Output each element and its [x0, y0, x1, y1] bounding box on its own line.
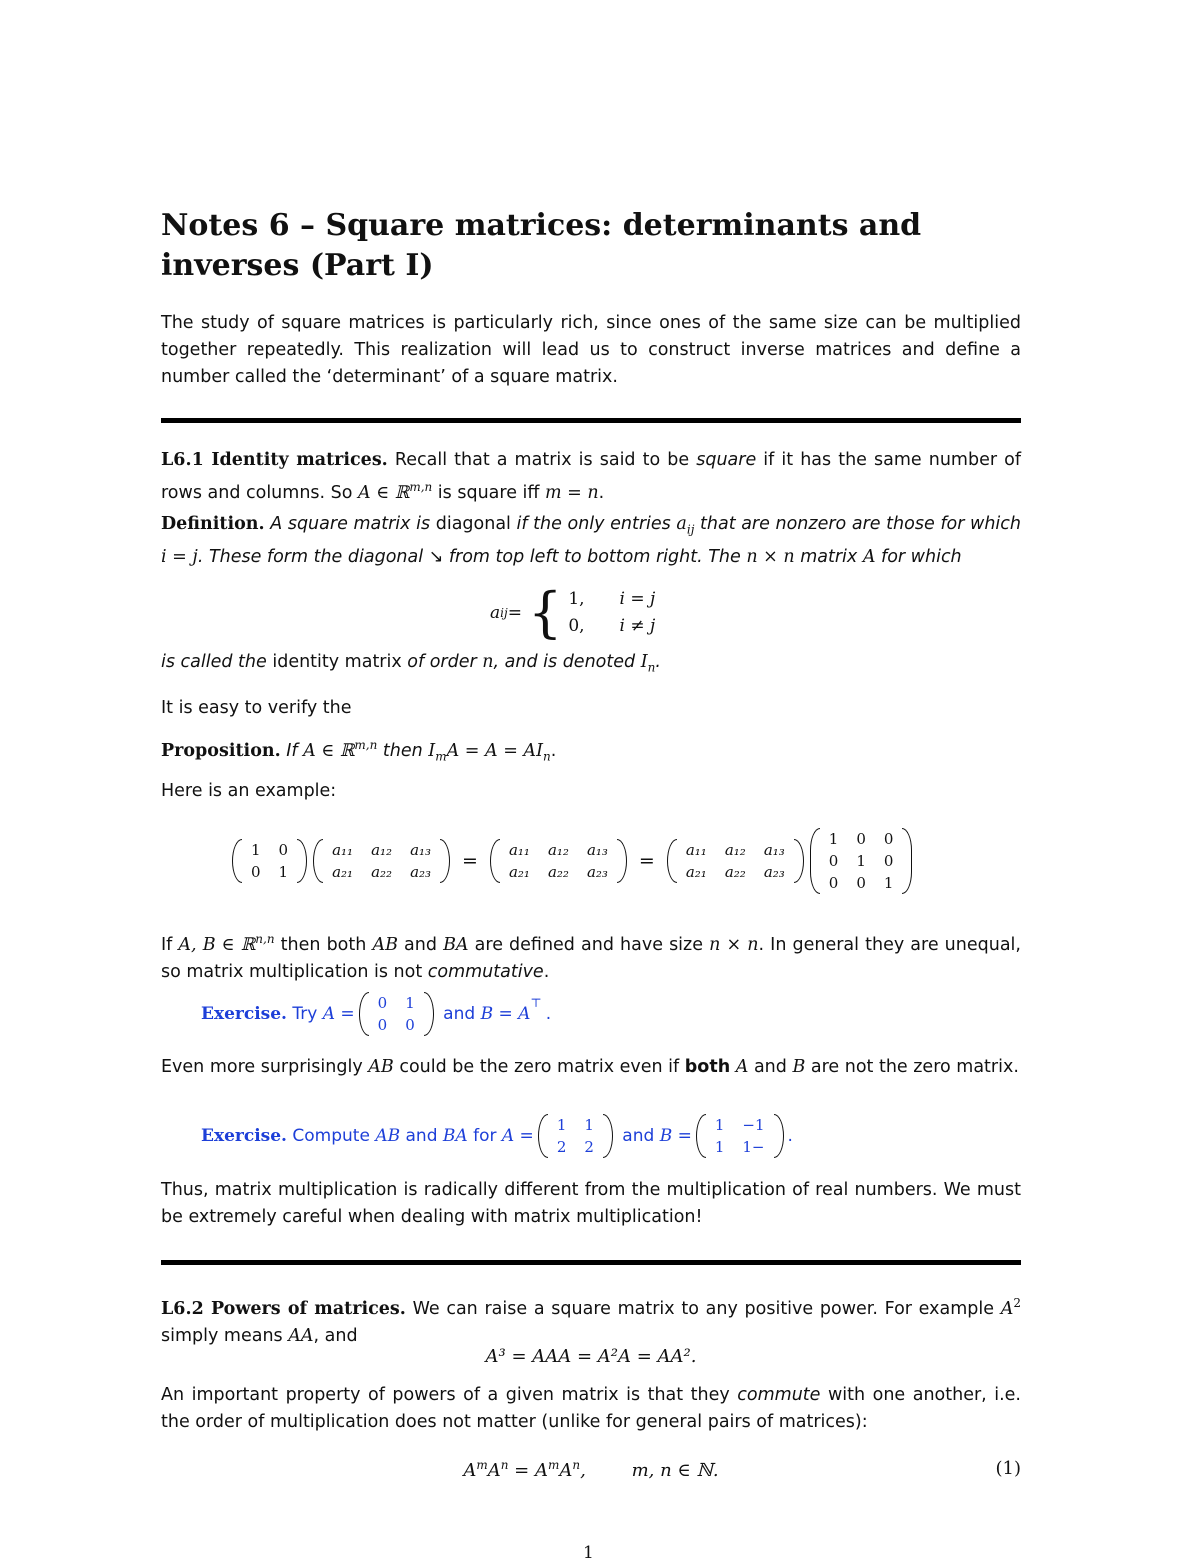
- matrix-entry: a₂₂: [547, 863, 569, 881]
- right-paren: [297, 839, 307, 883]
- identity-intro-paragraph: [161, 447, 1021, 507]
- math: A: [463, 1460, 477, 1481]
- term-commute: commute: [737, 1385, 821, 1405]
- proposition-label: Proposition.: [161, 740, 281, 761]
- text: Try: [286, 1004, 323, 1024]
- math: A ∈ ℝ: [303, 740, 355, 761]
- matrix-entries: [500, 839, 617, 883]
- matrix-entry: a₁₃: [763, 841, 785, 859]
- math: n: [572, 1458, 581, 1472]
- math: BA: [442, 1126, 468, 1146]
- text: , and is denoted: [493, 652, 641, 672]
- right-paren: [603, 1114, 613, 1158]
- math: A: [1000, 1298, 1014, 1319]
- matrix-entry: a₁₃: [410, 841, 432, 859]
- math: AA: [288, 1325, 314, 1346]
- matrix-entry: 1: [556, 1116, 567, 1134]
- math: A =: [322, 1004, 355, 1024]
- matrix-a-2x3: [313, 839, 450, 883]
- math: m = n: [545, 482, 599, 503]
- text: We can raise a square matrix to any positive power. For example: [405, 1298, 1001, 1319]
- math: B =: [659, 1126, 692, 1146]
- matrix-entry: a₂₃: [410, 863, 432, 881]
- matrix-entry: 1: [405, 994, 415, 1012]
- case-value: 1,: [568, 589, 585, 609]
- matrix-entry: a₁₁: [332, 841, 354, 859]
- text: and: [437, 1004, 481, 1024]
- matrix-entry: 1: [714, 1138, 725, 1156]
- math: m,n: [409, 480, 433, 494]
- text: could be the zero matrix even if: [393, 1057, 685, 1077]
- math: A: [735, 1057, 749, 1077]
- matrix-entry: 0: [856, 830, 866, 848]
- left-paren: [359, 992, 369, 1036]
- section-heading-identity: L6.1 Identity matrices.: [161, 450, 388, 470]
- math: ⊤: [530, 996, 542, 1010]
- matrix-entry: a₂₂: [724, 863, 746, 881]
- math: I: [640, 652, 648, 672]
- definition-label: Definition.: [161, 514, 265, 534]
- exercise-2: [201, 1108, 793, 1164]
- text: .: [550, 740, 557, 761]
- exercise-label: Exercise.: [201, 1126, 287, 1146]
- powers-intro-paragraph: [161, 1290, 1021, 1350]
- math: A: [559, 1460, 573, 1481]
- math: AB: [368, 1057, 394, 1077]
- math: A: [862, 546, 876, 567]
- section-divider: [161, 1260, 1021, 1265]
- matrix-entries: [242, 839, 297, 883]
- matrix-entry: a₁₁: [685, 841, 707, 859]
- math: m: [476, 1458, 488, 1472]
- page-number: 1: [583, 1543, 594, 1563]
- math: a: [490, 603, 501, 623]
- left-paren: [667, 839, 677, 883]
- text: If: [161, 934, 179, 955]
- math: n: [647, 660, 656, 675]
- left-brace: {: [527, 581, 563, 644]
- section-heading-powers: L6.2 Powers of matrices.: [161, 1298, 406, 1319]
- proposition-paragraph: [161, 732, 1021, 770]
- text: A square matrix is: [264, 514, 436, 534]
- term-commutative: commutative: [427, 961, 544, 982]
- exercise-2-matrix-a: [538, 1114, 613, 1158]
- text: and: [397, 934, 444, 955]
- left-paren: [313, 839, 323, 883]
- left-paren: [232, 839, 242, 883]
- matrix-entry: 0: [251, 863, 261, 881]
- example-intro-text: Here is an example:: [161, 781, 337, 801]
- section-divider: [161, 418, 1021, 423]
- text: for which: [875, 546, 962, 567]
- text: is called the: [161, 652, 273, 672]
- matrix-entry: a₂₁: [508, 863, 530, 881]
- math: m: [547, 1458, 560, 1472]
- cube-equation: A³ = AAA = A²A = AA².: [485, 1346, 697, 1367]
- matrix-entry: 0: [828, 852, 839, 870]
- math: A =: [501, 1126, 534, 1146]
- math: n,n: [255, 932, 275, 946]
- text: with one another, i.e. the order of multiplication does not matter (unlike for general pairs of matrices):: [161, 1385, 1021, 1432]
- matrix-entry: 0: [856, 874, 866, 892]
- matrix-entries: [323, 839, 440, 883]
- matrix-entry: 0: [377, 1016, 388, 1034]
- intro-paragraph: The study of square matrices is particularly rich, since ones of the same size can be multiplied together repeatedly. This realization will lead us to construct inverse matrices and define a number called the ‘determinant’ of a square matrix.: [161, 313, 1021, 387]
- math: A = A = AI: [446, 740, 543, 761]
- math: ij: [686, 522, 695, 537]
- math: A ∈ ℝ: [358, 482, 410, 503]
- matrix-entry: 2: [556, 1138, 567, 1156]
- text: and: [748, 1057, 793, 1077]
- matrix-entry: 1: [828, 830, 839, 848]
- matrix-entry: 2: [584, 1138, 594, 1156]
- case-value: 0,: [568, 616, 585, 636]
- text: matrix: [794, 546, 863, 567]
- math: B: [792, 1057, 806, 1077]
- matrix-example-equation: [232, 826, 952, 896]
- right-paren: [794, 839, 804, 883]
- zero-product-paragraph: [161, 1054, 1021, 1081]
- text: if it has the same number of rows and columns. So: [161, 450, 1021, 503]
- text: .: [655, 652, 661, 672]
- identity-definition-tail: [161, 649, 1021, 682]
- matrix-entries: [706, 1114, 774, 1158]
- exercise-1-matrix-a: [359, 992, 434, 1036]
- case-condition: i = j: [619, 589, 656, 609]
- matrix-entry: 0: [883, 852, 894, 870]
- equals-sign: =: [462, 850, 478, 872]
- easy-verify-text: It is easy to verify the: [161, 698, 352, 718]
- math: m: [435, 749, 447, 764]
- equation-number: (1): [995, 1458, 1021, 1479]
- math: AB: [375, 1126, 401, 1146]
- matrix-entry: 1: [251, 841, 261, 859]
- matrix-entry: a₁₂: [724, 841, 746, 859]
- math: =: [507, 603, 522, 623]
- right-paren: [424, 992, 434, 1036]
- text: . These form the diagonal ↘ from top left to bottom right. The: [197, 546, 747, 567]
- text: Compute: [286, 1126, 376, 1146]
- emphasis-both: both: [684, 1057, 731, 1077]
- page-title: Notes 6 – Square matrices: determinants and inverses (Part I): [161, 208, 922, 283]
- text: of order: [401, 652, 483, 672]
- matrix-entry: a₂₁: [332, 863, 354, 881]
- term-diagonal: diagonal: [435, 514, 511, 534]
- matrix-a-2x3: [667, 839, 804, 883]
- right-paren: [774, 1114, 784, 1158]
- text: and: [616, 1126, 660, 1146]
- matrix-entry: a₁₁: [508, 841, 530, 859]
- math: n: [482, 652, 494, 672]
- text: .: [787, 1126, 793, 1146]
- text: . In general they are unequal, so matrix multiplication is not: [161, 934, 1021, 982]
- text: , and: [313, 1325, 358, 1346]
- text: Recall that a matrix is said to be: [387, 450, 697, 470]
- matrix-entries: [548, 1114, 603, 1158]
- definition-paragraph: [161, 511, 1021, 571]
- math: n × n: [746, 546, 795, 567]
- math: B = A: [480, 1004, 531, 1024]
- right-paren: [440, 839, 450, 883]
- left-paren: [490, 839, 500, 883]
- math: ij: [500, 606, 508, 620]
- math: n × n: [709, 934, 759, 955]
- math: , m, n ∈ ℕ.: [580, 1460, 719, 1481]
- exercise-2-matrix-b: [696, 1114, 784, 1158]
- math: = A: [508, 1460, 548, 1481]
- text: and: [400, 1126, 443, 1146]
- matrix-entry: 0: [405, 1016, 415, 1034]
- cases-table: [568, 586, 656, 640]
- matrix-entry: a₂₂: [371, 863, 393, 881]
- text: if the only entries: [510, 514, 677, 534]
- matrix-entries: [820, 828, 903, 894]
- term-identity-matrix: identity matrix: [272, 652, 402, 672]
- matrix-entry: 0: [377, 994, 388, 1012]
- identity-matrix-2x2: [232, 839, 307, 883]
- left-paren: [696, 1114, 706, 1158]
- matrix-entry: a₁₃: [586, 841, 608, 859]
- matrix-entry: −1: [742, 1116, 765, 1134]
- commute-paragraph: [161, 1382, 1021, 1436]
- left-paren: [810, 828, 820, 894]
- text: An important property of powers of a given matrix is that they: [161, 1385, 738, 1405]
- text: .: [598, 482, 605, 503]
- text: are defined and have size: [468, 934, 710, 955]
- identity-matrix-3x3: [810, 828, 913, 894]
- math: i = j: [161, 546, 198, 567]
- text: .: [543, 961, 550, 982]
- matrix-entries: [677, 839, 794, 883]
- exercise-label: Exercise.: [201, 1004, 287, 1024]
- math: n: [500, 1458, 509, 1472]
- text: is square iff: [432, 482, 546, 503]
- text: .: [545, 1004, 552, 1024]
- commutativity-paragraph: [161, 926, 1021, 986]
- matrix-entry: a₁₂: [547, 841, 569, 859]
- matrix-entry: 1−: [742, 1138, 765, 1156]
- matrix-entry: 1: [883, 874, 894, 892]
- math: I: [428, 740, 436, 761]
- right-paren: [902, 828, 912, 894]
- text: are not the zero matrix.: [805, 1057, 1019, 1077]
- text: for: [467, 1126, 502, 1146]
- math: BA: [443, 934, 469, 955]
- conclusion-paragraph: Thus, matrix multiplication is radically different from the multiplication of real numbers. We must be extremely careful when dealing with matrix multiplication!: [161, 1180, 1021, 1227]
- math: A, B ∈ ℝ: [178, 934, 256, 955]
- text: If: [280, 740, 304, 761]
- matrix-entries: [369, 992, 424, 1036]
- text: simply means: [161, 1325, 289, 1346]
- matrix-entry: 1: [856, 852, 866, 870]
- exercise-1: [201, 986, 551, 1042]
- matrix-entry: 1: [278, 863, 289, 881]
- matrix-entry: 0: [278, 841, 289, 859]
- case-condition: i ≠ j: [619, 616, 656, 636]
- equals-sign: =: [638, 850, 655, 872]
- matrix-entry: 1: [714, 1116, 725, 1134]
- text: then: [377, 740, 429, 761]
- identity-cases-equation: [490, 581, 656, 644]
- matrix-entry: a₂₁: [685, 863, 707, 881]
- matrix-entry: 0: [828, 874, 839, 892]
- text: Even more surprisingly: [161, 1057, 369, 1077]
- matrix-entry: 0: [883, 830, 894, 848]
- right-paren: [617, 839, 627, 883]
- math: m,n: [354, 738, 378, 752]
- matrix-entry: a₂₃: [586, 863, 608, 881]
- math: 2: [1013, 1296, 1022, 1310]
- text: that are nonzero are those for which: [694, 514, 1021, 534]
- matrix-entry: a₁₂: [371, 841, 393, 859]
- term-square: square: [696, 450, 757, 470]
- text: then both: [274, 934, 373, 955]
- math: a: [676, 514, 687, 534]
- matrix-entry: a₂₃: [763, 863, 785, 881]
- math: A: [487, 1460, 501, 1481]
- matrix-a-2x3: [490, 839, 627, 883]
- math: AB: [372, 934, 398, 955]
- left-paren: [538, 1114, 548, 1158]
- math: n: [542, 749, 551, 764]
- power-commute-equation: [161, 1458, 1021, 1481]
- matrix-entry: 1: [584, 1116, 594, 1134]
